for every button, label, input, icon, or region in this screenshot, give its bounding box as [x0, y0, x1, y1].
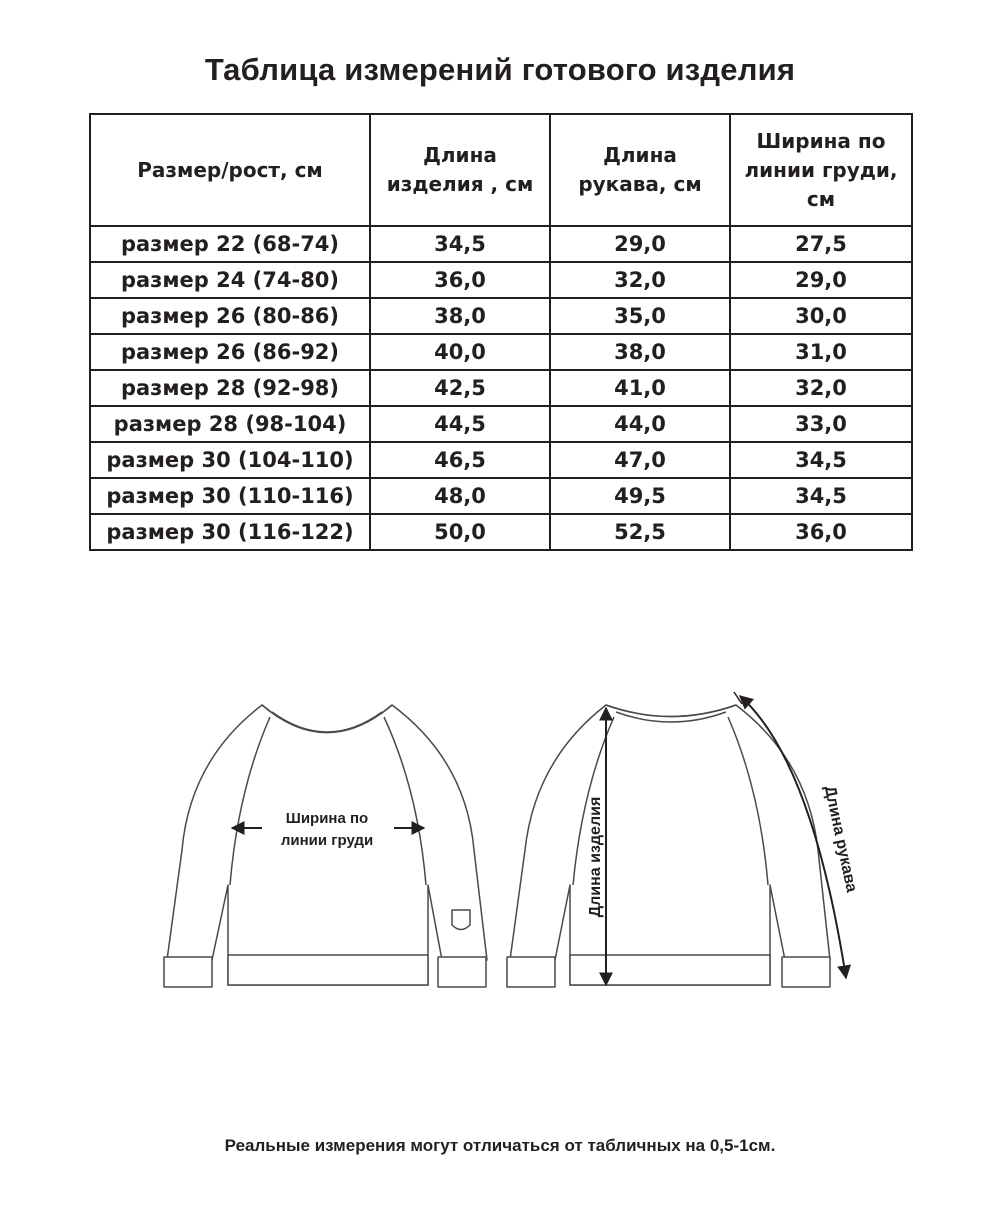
- garment-diagram: [0, 640, 1000, 1040]
- length-cell: 50,0: [370, 514, 550, 550]
- length-cell: 38,0: [370, 298, 550, 334]
- length-cell: 36,0: [370, 262, 550, 298]
- table-row: [90, 406, 912, 442]
- table-row: [90, 262, 912, 298]
- size-table: [89, 113, 913, 551]
- size-cell: размер 28 (92-98): [90, 370, 370, 406]
- measurement-note: Реальные измерения могут отличаться от табличных на 0,5-1см.: [224, 1136, 776, 1155]
- length-label: Длина изделия: [587, 796, 604, 918]
- chest-cell: 30,0: [730, 298, 912, 334]
- size-cell: размер 26 (86-92): [90, 334, 370, 370]
- sleeve-cell: 52,5: [550, 514, 730, 550]
- sleeve-cell: 35,0: [550, 298, 730, 334]
- table-row: [90, 370, 912, 406]
- length-cell: 34,5: [370, 226, 550, 262]
- back-body: [510, 705, 830, 985]
- table-row: [90, 226, 912, 262]
- sleeve-cell: 38,0: [550, 334, 730, 370]
- table-row: [90, 298, 912, 334]
- length-cell: 48,0: [370, 478, 550, 514]
- size-cell: размер 30 (104-110): [90, 442, 370, 478]
- size-cell: размер 22 (68-74): [90, 226, 370, 262]
- chest-cell: 31,0: [730, 334, 912, 370]
- front-patch: [452, 910, 470, 930]
- table-row: [90, 442, 912, 478]
- length-cell: 42,5: [370, 370, 550, 406]
- back-hem-band: [570, 955, 770, 985]
- chest-label-line1: Ширина по: [285, 810, 369, 827]
- back-right-cuff: [782, 957, 830, 987]
- chest-cell: 27,5: [730, 226, 912, 262]
- back-view: [507, 705, 830, 987]
- length-cell: 46,5: [370, 442, 550, 478]
- table-header-row: [90, 114, 912, 226]
- sleeve-cell: 49,5: [550, 478, 730, 514]
- length-cell: 40,0: [370, 334, 550, 370]
- page-title: Таблица измерений готового изделия: [204, 52, 796, 87]
- size-cell: размер 24 (74-80): [90, 262, 370, 298]
- front-right-cuff: [438, 957, 486, 987]
- header-length: Длина изделия , см: [370, 114, 550, 226]
- chest-cell: 34,5: [730, 442, 912, 478]
- size-cell: размер 30 (116-122): [90, 514, 370, 550]
- chest-label-line2: линии груди: [280, 832, 374, 849]
- chest-cell: 33,0: [730, 406, 912, 442]
- chest-cell: 32,0: [730, 370, 912, 406]
- table-row: [90, 334, 912, 370]
- chest-cell: 29,0: [730, 262, 912, 298]
- length-cell: 44,5: [370, 406, 550, 442]
- header-chest: Ширина по линии груди, см: [730, 114, 912, 226]
- header-sleeve: Длина рукава, см: [550, 114, 730, 226]
- sleeve-cell: 44,0: [550, 406, 730, 442]
- sleeve-cell: 47,0: [550, 442, 730, 478]
- front-hem-band: [228, 955, 428, 985]
- size-cell: размер 30 (110-116): [90, 478, 370, 514]
- size-cell: размер 26 (80-86): [90, 298, 370, 334]
- chest-cell: 34,5: [730, 478, 912, 514]
- sleeve-cell: 32,0: [550, 262, 730, 298]
- table-row: [90, 514, 912, 550]
- front-left-cuff: [164, 957, 212, 987]
- sleeve-cell: 29,0: [550, 226, 730, 262]
- back-left-cuff: [507, 957, 555, 987]
- size-cell: размер 28 (98-104): [90, 406, 370, 442]
- chest-cell: 36,0: [730, 514, 912, 550]
- table-row: [90, 478, 912, 514]
- header-size: Размер/рост, см: [90, 114, 370, 226]
- sleeve-cell: 41,0: [550, 370, 730, 406]
- sleeve-label: Длина рукава: [820, 784, 860, 894]
